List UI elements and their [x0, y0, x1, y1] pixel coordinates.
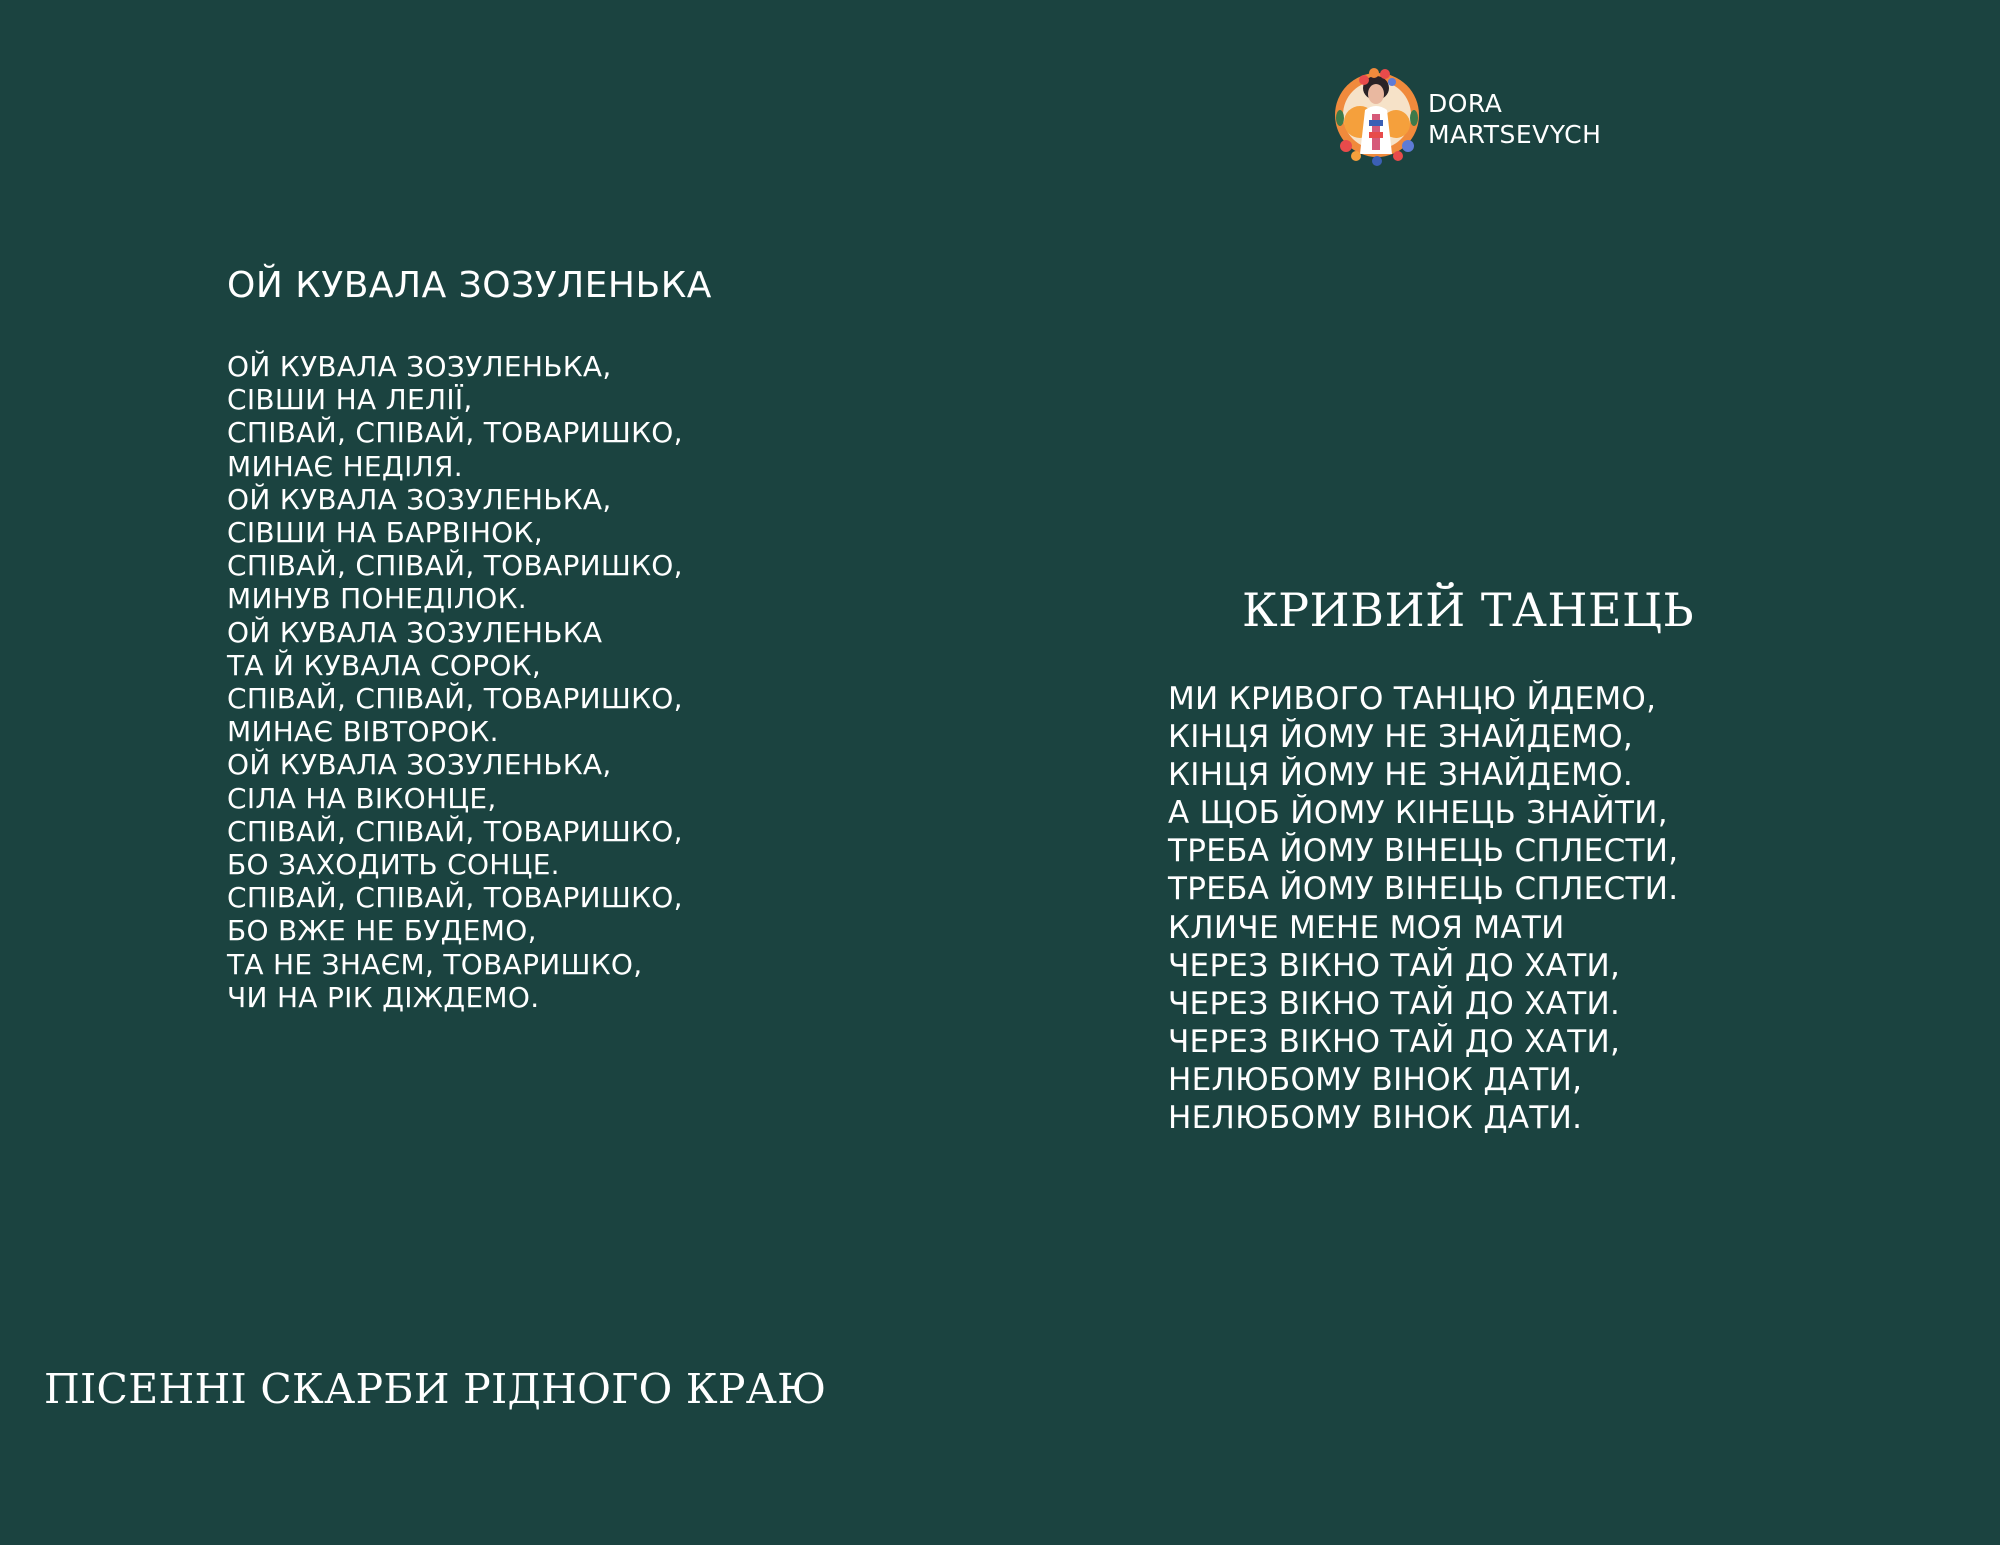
- lyric-line: ОЙ КУВАЛА ЗОЗУЛЕНЬКА,: [227, 350, 612, 383]
- lyric-line: СІЛА НА ВІКОНЦЕ,: [227, 781, 497, 815]
- folk-woman-portrait-icon: [1332, 58, 1422, 168]
- lyric-line: СПІВАЙ, СПІВАЙ, ТОВАРИШКО,: [227, 682, 683, 716]
- lyric-line: КІНЦЯ ЙОМУ НЕ ЗНАЙДЕМО.: [1168, 757, 1634, 794]
- lyric-line: ТА НЕ ЗНАЄМ, ТОВАРИШКО,: [227, 947, 643, 981]
- lyric-line: КЛИЧЕ МЕНЕ МОЯ МАТИ: [1168, 909, 1565, 946]
- brand-name: [1428, 88, 1601, 150]
- song-title-right: КРИВИЙ ТАНЕЦЬ: [1242, 583, 1695, 637]
- lyric-line: ОЙ КУВАЛА ЗОЗУЛЕНЬКА: [227, 615, 603, 649]
- brand-block: [1332, 58, 1632, 168]
- lyric-line: МИНАЄ НЕДІЛЯ.: [227, 449, 463, 483]
- lyric-line: НЕЛЮБОМУ ВІНОК ДАТИ.: [1168, 1100, 1583, 1137]
- song-title-left: ОЙ КУВАЛА ЗОЗУЛЕНЬКА: [227, 265, 712, 306]
- brand-name-first: DORA: [1428, 89, 1503, 118]
- lyric-line: ЧЕРЕЗ ВІКНО ТАЙ ДО ХАТИ.: [1168, 985, 1621, 1022]
- lyric-line: БО ВЖЕ НЕ БУДЕМО,: [227, 914, 537, 948]
- lyric-line: СПІВАЙ, СПІВАЙ, ТОВАРИШКО,: [227, 814, 683, 848]
- brand-name-last: MARTSEVYCH: [1428, 120, 1602, 149]
- lyric-line: ОЙ КУВАЛА ЗОЗУЛЕНЬКА,: [227, 482, 612, 516]
- lyric-line: БО ЗАХОДИТЬ СОНЦЕ.: [227, 848, 560, 882]
- lyric-line: ТРЕБА ЙОМУ ВІНЕЦЬ СПЛЕСТИ,: [1168, 833, 1679, 870]
- collection-title: ПІСЕННІ СКАРБИ РІДНОГО КРАЮ: [44, 1365, 827, 1413]
- lyric-line: ТА Й КУВАЛА СОРОК,: [227, 648, 542, 682]
- lyric-line: ЧЕРЕЗ ВІКНО ТАЙ ДО ХАТИ,: [1168, 1023, 1621, 1060]
- lyric-line: КІНЦЯ ЙОМУ НЕ ЗНАЙДЕМО,: [1168, 719, 1634, 756]
- lyric-line: НЕЛЮБОМУ ВІНОК ДАТИ,: [1168, 1061, 1583, 1098]
- song-lyrics-left: [227, 350, 683, 1014]
- song-lyrics-right: [1168, 680, 1678, 1137]
- lyric-line: СПІВАЙ, СПІВАЙ, ТОВАРИШКО,: [227, 881, 683, 915]
- lyric-line: СПІВАЙ, СПІВАЙ, ТОВАРИШКО,: [227, 416, 683, 450]
- lyric-line: ЧЕРЕЗ ВІКНО ТАЙ ДО ХАТИ,: [1168, 947, 1621, 984]
- lyric-line: СІВШИ НА БАРВІНОК,: [227, 516, 543, 550]
- lyric-line: СІВШИ НА ЛЕЛІЇ,: [227, 383, 473, 417]
- lyric-line: МИНАЄ ВІВТОРОК.: [227, 715, 499, 749]
- lyric-line: МИ КРИВОГО ТАНЦЮ ЙДЕМО,: [1168, 681, 1657, 717]
- lyric-line: А ЩОБ ЙОМУ КІНЕЦЬ ЗНАЙТИ,: [1168, 795, 1668, 832]
- lyric-line: МИНУВ ПОНЕДІЛОК.: [227, 582, 527, 616]
- lyric-line: ЧИ НА РІК ДІЖДЕМО.: [227, 980, 540, 1014]
- lyric-line: ОЙ КУВАЛА ЗОЗУЛЕНЬКА,: [227, 748, 612, 782]
- lyric-line: СПІВАЙ, СПІВАЙ, ТОВАРИШКО,: [227, 549, 683, 583]
- lyric-line: ТРЕБА ЙОМУ ВІНЕЦЬ СПЛЕСТИ.: [1168, 871, 1679, 908]
